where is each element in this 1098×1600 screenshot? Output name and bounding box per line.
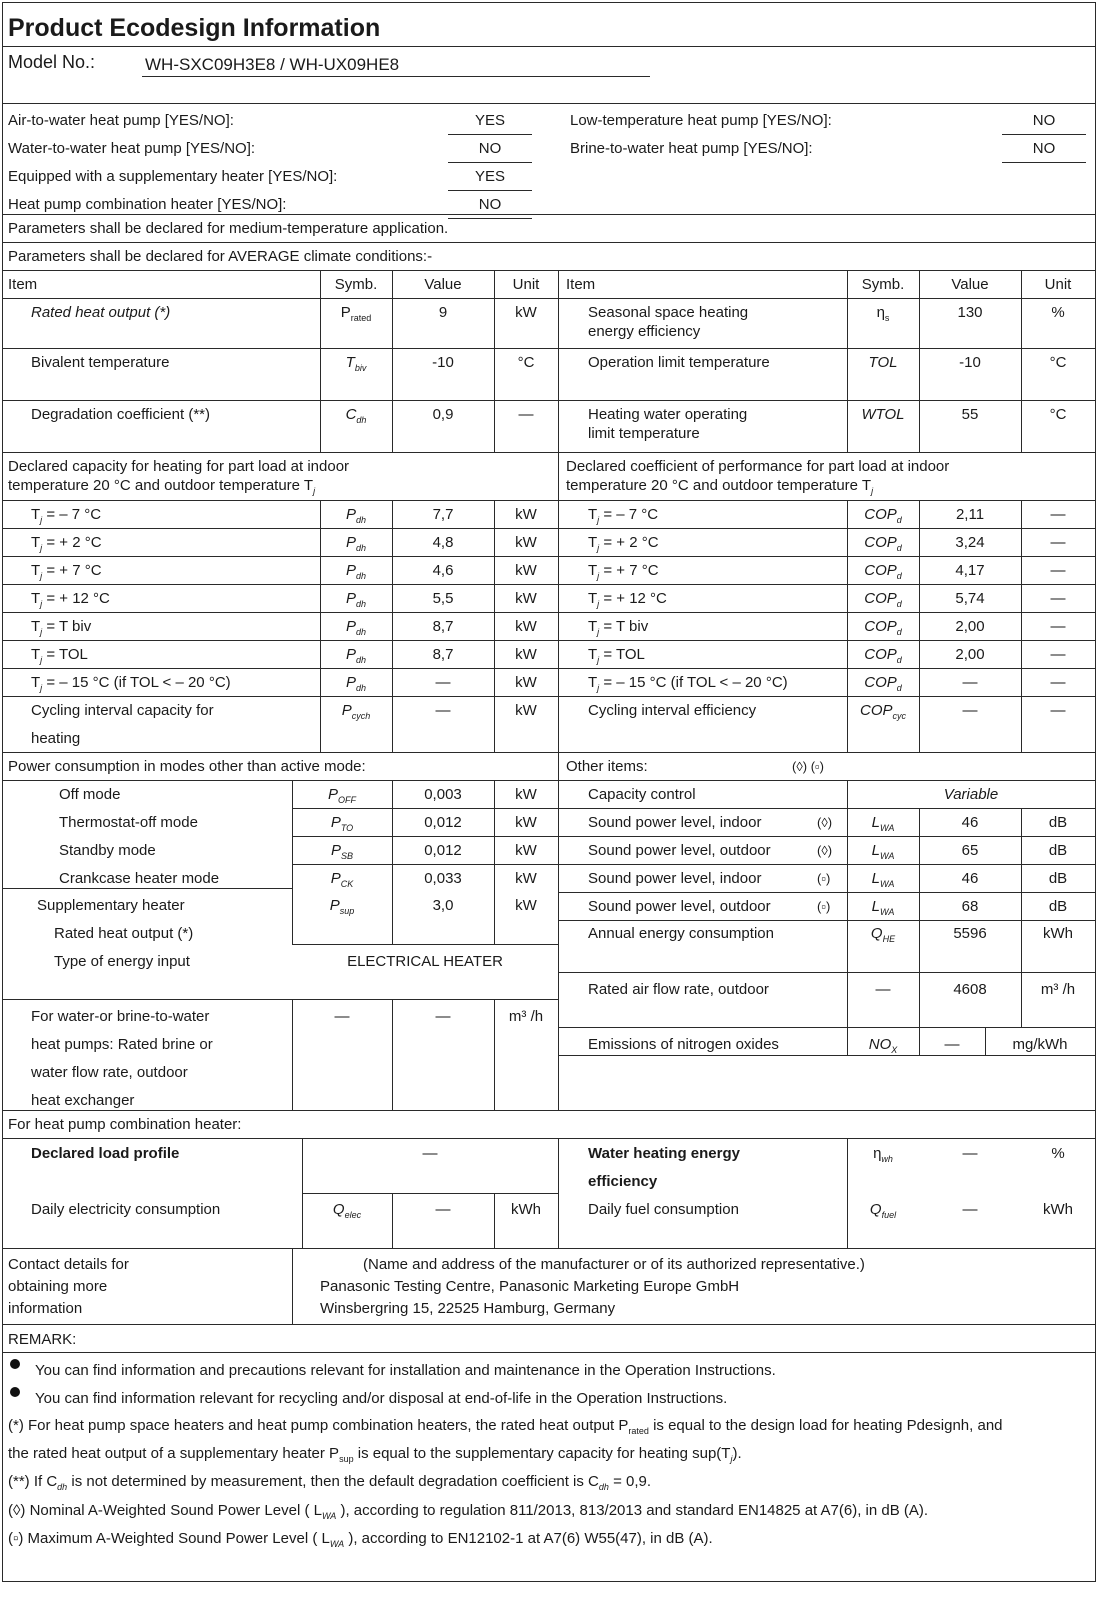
divider [2, 780, 1096, 781]
combination-heading: For heat pump combination heater: [8, 1116, 242, 1133]
divider [2, 1324, 1096, 1325]
sound-level-unit: dB [1048, 870, 1068, 887]
remark-bullet-1: You can find information and precautions relevant for installation and maintenance in the Operation Instructions. [35, 1362, 776, 1379]
partload-condition: $T_j$ = – 7 °C [588, 506, 659, 525]
divider [2, 1138, 1096, 1139]
param-symbol: $\eta_s$ [876, 304, 890, 323]
partload-condition: $T_j$ = + 7 °C [588, 562, 659, 581]
partload-symbol: $P_{dh}$ [345, 534, 367, 553]
divider [847, 780, 848, 1055]
nox-symbol: $NO_X$ [868, 1036, 898, 1055]
sound-level-value: 46 [961, 814, 979, 831]
daily-fuel-label: Daily fuel consumption [588, 1201, 739, 1218]
divider [2, 500, 1096, 501]
daily-fuel-value: — [962, 1201, 978, 1218]
cop-value: 2,11 [955, 506, 985, 523]
divider [558, 1138, 559, 1248]
power-mode-unit: kW [515, 870, 537, 887]
cop-value: 2,00 [955, 646, 985, 663]
divider [558, 808, 1096, 809]
divider [494, 999, 495, 1110]
page-title: Product Ecodesign Information [8, 14, 381, 42]
divider [292, 836, 558, 837]
cycling-capacity-symbol: $P_{cych}$ [341, 702, 371, 721]
partload-unit: kW [515, 618, 537, 635]
contact-label-2: obtaining more [8, 1278, 108, 1295]
partload-symbol: $P_{dh}$ [345, 674, 367, 693]
partload-value: — [435, 674, 451, 691]
load-profile-label: Declared load profile [31, 1145, 180, 1162]
partload-condition: $T_j = T$ biv [31, 618, 92, 637]
sound-level-label: Sound power level, indoor [588, 814, 762, 831]
partload-unit: kW [515, 562, 537, 579]
brine-symbol: — [334, 1008, 350, 1025]
divider [2, 612, 1096, 613]
yesno-label: Air-to-water heat pump [YES/NO]: [8, 112, 234, 129]
param-value: 9 [438, 304, 448, 321]
partload-unit: kW [515, 590, 537, 607]
remark-bullet-2: You can find information relevant for recycling and/or disposal at end-of-life in the Operation Instructions. [35, 1390, 728, 1407]
brine-flow-label: heat exchanger [31, 1092, 135, 1109]
brine-flow-label: For water-or brine-to-water [31, 1008, 210, 1025]
supp-symbol: $P_{sup}$ [329, 897, 355, 916]
divider [2, 1248, 1096, 1249]
divider [2, 556, 1096, 557]
partload-condition: $T_j$ = + 7 °C [31, 562, 102, 581]
cycling-efficiency-value: — [962, 702, 978, 719]
remark-note-3: (**) If $C_{dh}$ is not determined by measurement, then the default degradation coefficient is $C_{dh} = 0,9$. [8, 1473, 652, 1492]
divider [2, 640, 1096, 641]
partload-condition: $T_j$ = + 12 °C [31, 590, 110, 609]
divider [292, 780, 293, 944]
other-markers: (◊) (▫) [792, 759, 824, 774]
medium-temp-note: Parameters shall be declared for medium-temperature application. [8, 220, 449, 237]
yesno-label: Water-to-water heat pump [YES/NO]: [8, 140, 256, 157]
divider [2, 46, 1096, 47]
divider [320, 500, 321, 752]
water-heating-efficiency-value: — [962, 1145, 978, 1162]
sound-level-marker: (▫) [817, 899, 831, 914]
divider [919, 270, 920, 452]
yesno-label: Heat pump combination heater [YES/NO]: [8, 196, 287, 213]
sound-level-symbol: $L_{WA}$ [871, 842, 895, 861]
sound-level-value: 68 [961, 898, 979, 915]
power-mode-label: Standby mode [59, 842, 156, 859]
cycling-efficiency-label: Cycling interval efficiency [588, 702, 757, 719]
divider [2, 1352, 1096, 1353]
nox-label: Emissions of nitrogen oxides [588, 1036, 779, 1053]
divider [2, 298, 1096, 299]
annual-energy-symbol: $Q_{HE}$ [870, 925, 896, 944]
water-heating-efficiency-symbol: $\eta_{wh}$ [873, 1145, 893, 1164]
annual-energy-unit: kWh [1043, 925, 1073, 942]
divider [2, 214, 1096, 215]
divider [919, 808, 920, 1055]
capacity-control-value: Variable [943, 786, 999, 803]
partload-unit: kW [515, 674, 537, 691]
nox-unit: mg/kWh [1012, 1036, 1068, 1053]
divider [392, 500, 393, 752]
divider [320, 270, 321, 452]
divider [2, 584, 1096, 585]
param-unit: % [1051, 304, 1065, 321]
airflow-symbol: — [875, 981, 891, 998]
param-unit: °C [517, 354, 535, 371]
daily-fuel-symbol: $Q_{fuel}$ [869, 1201, 897, 1220]
cop-symbol: $COP_d$ [864, 674, 902, 693]
ecodesign-sheet [2, 2, 1096, 1582]
power-mode-symbol: $P_{CK}$ [330, 870, 354, 889]
cycling-capacity-unit: kW [515, 702, 537, 719]
divider [1021, 270, 1022, 452]
power-mode-unit: kW [515, 786, 537, 803]
partload-condition: $T_j$ = TOL [31, 646, 88, 665]
cop-symbol: $COP_d$ [864, 590, 902, 609]
daily-electricity-unit: kWh [511, 1201, 541, 1218]
water-heating-efficiency-label-1: Water heating energy [588, 1145, 740, 1162]
divider [2, 270, 1096, 271]
divider [2, 528, 1096, 529]
water-heating-efficiency-label-2: efficiency [588, 1173, 658, 1190]
power-mode-label: Crankcase heater mode [59, 870, 220, 887]
yesno-label: Brine-to-water heat pump [YES/NO]: [570, 140, 813, 157]
frame-bottom [2, 1581, 1096, 1582]
sound-level-value: 46 [961, 870, 979, 887]
brine-flow-label: heat pumps: Rated brine or [31, 1036, 213, 1053]
header-unit-right: Unit [1044, 276, 1072, 293]
power-mode-unit: kW [515, 842, 537, 859]
param-unit: °C [1049, 354, 1067, 371]
cop-unit: — [1050, 674, 1066, 691]
supp-unit: kW [515, 897, 537, 914]
divider [2, 242, 1096, 243]
param-item-line2: limit temperature [588, 425, 700, 442]
divider [292, 864, 558, 865]
sound-level-unit: dB [1048, 842, 1068, 859]
cycling-capacity-value: — [435, 702, 451, 719]
divider [494, 1193, 495, 1248]
divider [392, 270, 393, 452]
divider [558, 1027, 1096, 1028]
divider [2, 888, 292, 889]
param-symbol: TOL [868, 354, 898, 371]
cycling-capacity-label-2: heating [31, 730, 81, 747]
brine-unit: m³ /h [508, 1008, 544, 1025]
partload-condition: $T_j = T$ biv [588, 618, 649, 637]
divider [292, 808, 558, 809]
power-heading: Power consumption in modes other than active mode: [8, 758, 366, 775]
airflow-value: 4608 [953, 981, 987, 998]
partload-right-heading-2: temperature 20 °C and outdoor temperature $T_j$ [566, 477, 874, 496]
partload-unit: kW [515, 646, 537, 663]
sound-level-marker: (◊) [817, 843, 833, 858]
contact-header: (Name and address of the manufacturer or of its authorized representative.) [363, 1256, 865, 1273]
partload-symbol: $P_{dh}$ [345, 618, 367, 637]
param-symbol: WTOL [861, 406, 905, 423]
power-mode-symbol: $P_{OFF}$ [327, 786, 356, 805]
param-value: -10 [959, 354, 981, 371]
energy-input-value: ELECTRICAL HEATER [347, 953, 503, 970]
partload-value: 4,6 [432, 562, 454, 579]
divider [2, 999, 558, 1000]
sound-level-unit: dB [1048, 814, 1068, 831]
sound-level-marker: (◊) [817, 815, 833, 830]
frame-right [1095, 2, 1096, 1582]
yesno-underline [1002, 134, 1086, 135]
param-item: Heating water operating [588, 406, 748, 423]
sound-level-label: Sound power level, outdoor [588, 898, 771, 915]
yesno-value: NO [478, 196, 502, 213]
divider [392, 1193, 393, 1248]
power-mode-symbol: $P_{SB}$ [330, 842, 354, 861]
supp-value: 3,0 [432, 897, 454, 914]
partload-condition: $T_j$ = + 2 °C [588, 534, 659, 553]
divider [558, 972, 1096, 973]
daily-electricity-label: Daily electricity consumption [31, 1201, 221, 1218]
contact-line-2: Winsbergring 15, 22525 Hamburg, Germany [320, 1300, 616, 1317]
partload-value: 5,5 [432, 590, 454, 607]
yesno-value: NO [1032, 140, 1056, 157]
cop-value: — [962, 674, 978, 691]
param-value: 0,9 [432, 406, 454, 423]
divider [302, 1193, 558, 1194]
param-unit: °C [1049, 406, 1067, 423]
frame-top [2, 2, 1096, 3]
param-item: Rated heat output (*) [31, 304, 171, 321]
divider [1021, 500, 1022, 752]
divider [494, 500, 495, 752]
frame-left [2, 2, 3, 1582]
nox-value: — [944, 1036, 960, 1053]
header-value: Value [424, 276, 462, 293]
partload-right-heading-1: Declared coefficient of performance for part load at indoor [566, 458, 950, 475]
sound-level-label: Sound power level, outdoor [588, 842, 771, 859]
supp-label: Supplementary heater [37, 897, 185, 914]
param-unit: — [518, 406, 534, 423]
contact-label-3: information [8, 1300, 83, 1317]
remark-note-1: (*) For heat pump space heaters and heat pump combination heaters, the rated heat output $P_{rated}$ is equal to the design load for heating Pdesignh, and [8, 1417, 1003, 1436]
header-unit: Unit [512, 276, 540, 293]
yesno-underline [1002, 162, 1086, 163]
cop-value: 2,00 [955, 618, 985, 635]
yesno-value: YES [474, 168, 505, 185]
partload-value: 4,8 [432, 534, 454, 551]
divider [2, 103, 1096, 104]
yesno-value: YES [474, 112, 505, 129]
divider [2, 668, 1096, 669]
partload-left-heading-2: temperature 20 °C and outdoor temperature $T_j$ [8, 477, 316, 496]
cop-unit: — [1050, 506, 1066, 523]
partload-left-heading-1: Declared capacity for heating for part load at indoor [8, 458, 350, 475]
supp-rated-label: Rated heat output (*) [54, 925, 194, 942]
load-profile-value: — [422, 1145, 438, 1162]
cycling-capacity-label: Cycling interval capacity for [31, 702, 214, 719]
partload-symbol: $P_{dh}$ [345, 590, 367, 609]
yesno-underline [448, 134, 532, 135]
header-item: Item [8, 276, 38, 293]
partload-value: 8,7 [432, 618, 454, 635]
cop-unit: — [1050, 618, 1066, 635]
divider [558, 864, 1096, 865]
cop-value: 3,24 [955, 534, 985, 551]
divider [847, 270, 848, 452]
divider [558, 920, 1096, 921]
daily-fuel-unit: kWh [1043, 1201, 1073, 1218]
divider [985, 1027, 986, 1055]
power-mode-label: Thermostat-off mode [59, 814, 198, 831]
cop-symbol: $COP_d$ [864, 646, 902, 665]
yesno-value: NO [478, 140, 502, 157]
daily-electricity-value: — [435, 1201, 451, 1218]
power-mode-value: 0,003 [424, 786, 462, 803]
param-item: Bivalent temperature [31, 354, 170, 371]
param-item: Operation limit temperature [588, 354, 770, 371]
divider [2, 752, 1096, 753]
sound-level-symbol: $L_{WA}$ [871, 870, 895, 889]
divider [392, 999, 393, 1110]
annual-energy-label: Annual energy consumption [588, 925, 774, 942]
cop-unit: — [1050, 562, 1066, 579]
remark-heading: REMARK: [8, 1331, 77, 1348]
divider [847, 500, 848, 752]
sound-level-unit: dB [1048, 898, 1068, 915]
partload-condition: $T_j$ = + 2 °C [31, 534, 102, 553]
param-item: Seasonal space heating [588, 304, 749, 321]
model-underline [142, 76, 650, 77]
yesno-underline [448, 162, 532, 163]
partload-condition: $T_j$ = – 15 °C (if TOL < – 20 °C) [588, 674, 788, 693]
other-heading: Other items: [566, 758, 648, 775]
divider [2, 400, 1096, 401]
divider [558, 836, 1096, 837]
param-symbol: $C_{dh}$ [345, 406, 367, 425]
divider [2, 452, 1096, 453]
cycling-efficiency-symbol: $COP_{cyc}$ [859, 702, 906, 721]
header-symb-right: Symb. [861, 276, 905, 293]
bullet-icon [10, 1359, 20, 1369]
param-item: Degradation coefficient (**) [31, 406, 210, 423]
power-mode-value: 0,012 [424, 842, 462, 859]
contact-label-1: Contact details for [8, 1256, 129, 1273]
airflow-unit: m³ /h [1040, 981, 1076, 998]
cop-symbol: $COP_d$ [864, 618, 902, 637]
remark-note-2: the rated heat output of a supplementary heater $P_{sup}$ is equal to the supplementary capacity for heating $sup(T_j)$. [8, 1445, 742, 1464]
divider [494, 780, 495, 944]
partload-symbol: $P_{dh}$ [345, 646, 367, 665]
divider [292, 1248, 293, 1324]
sound-level-label: Sound power level, indoor [588, 870, 762, 887]
divider [558, 1055, 1096, 1056]
partload-condition: $T_j$ = + 12 °C [588, 590, 667, 609]
param-value: 55 [961, 406, 979, 423]
model-label: Model No.: [8, 52, 96, 72]
yesno-label: Equipped with a supplementary heater [YES/NO]: [8, 168, 338, 185]
yesno-underline [448, 190, 532, 191]
energy-input-label: Type of energy input [54, 953, 190, 970]
sound-level-marker: (▫) [817, 871, 831, 886]
yesno-value: NO [1032, 112, 1056, 129]
yesno-underline [448, 218, 532, 219]
divider [392, 780, 393, 944]
sound-level-symbol: $L_{WA}$ [871, 898, 895, 917]
sound-level-value: 65 [961, 842, 979, 859]
header-value-right: Value [951, 276, 989, 293]
partload-value: 7,7 [432, 506, 454, 523]
cop-symbol: $COP_d$ [864, 562, 902, 581]
divider [292, 999, 293, 1110]
partload-condition: $T_j$ = – 15 °C (if TOL < – 20 °C) [31, 674, 231, 693]
remark-note-5: (▫) Maximum A-Weighted Sound Power Level ( $L_{WA}$ ), according to EN12102-1 at A7(6) W55(47), in dB (A). [8, 1530, 713, 1549]
water-heating-efficiency-unit: % [1051, 1145, 1065, 1162]
cop-symbol: $COP_d$ [864, 506, 902, 525]
partload-symbol: $P_{dh}$ [345, 562, 367, 581]
partload-unit: kW [515, 506, 537, 523]
param-unit: kW [515, 304, 537, 321]
param-symbol: $P_{rated}$ [340, 304, 372, 323]
divider [2, 1110, 1096, 1111]
param-symbol: $T_{biv}$ [345, 354, 367, 373]
model-value: WH-SXC09H3E8 / WH-UX09HE8 [145, 55, 400, 74]
power-mode-value: 0,012 [424, 814, 462, 831]
remark-note-4: (◊) Nominal A-Weighted Sound Power Level ( $L_{WA}$ ), according to regulation 811/2013, 813/2013 and standard EN14825 at A7(6), in dB (A). [8, 1502, 929, 1521]
sound-level-symbol: $L_{WA}$ [871, 814, 895, 833]
cop-value: 5,74 [955, 590, 985, 607]
cop-value: 4,17 [955, 562, 985, 579]
cop-unit: — [1050, 534, 1066, 551]
partload-symbol: $P_{dh}$ [345, 506, 367, 525]
power-mode-value: 0,033 [424, 870, 462, 887]
divider [558, 892, 1096, 893]
cop-symbol: $COP_d$ [864, 534, 902, 553]
header-symb: Symb. [334, 276, 378, 293]
divider [1021, 808, 1022, 1027]
divider [919, 500, 920, 752]
header-item-right: Item [566, 276, 596, 293]
brine-value: — [435, 1008, 451, 1025]
contact-line-1: Panasonic Testing Centre, Panasonic Marketing Europe GmbH [320, 1278, 740, 1295]
param-value: -10 [432, 354, 454, 371]
annual-energy-value: 5596 [953, 925, 987, 942]
brine-flow-label: water flow rate, outdoor [31, 1064, 188, 1081]
daily-electricity-symbol: $Q_{elec}$ [332, 1201, 362, 1220]
divider [2, 348, 1096, 349]
divider [292, 944, 558, 945]
power-mode-unit: kW [515, 814, 537, 831]
param-item-line2: energy efficiency [588, 323, 701, 340]
divider [494, 270, 495, 452]
cop-unit: — [1050, 590, 1066, 607]
center-divider [558, 270, 559, 1110]
power-mode-label: Off mode [59, 786, 121, 803]
param-value: 130 [957, 304, 983, 321]
power-mode-symbol: $P_{TO}$ [330, 814, 354, 833]
airflow-label: Rated air flow rate, outdoor [588, 981, 769, 998]
divider [847, 1138, 848, 1248]
partload-condition: $T_j$ = TOL [588, 646, 645, 665]
partload-unit: kW [515, 534, 537, 551]
partload-value: 8,7 [432, 646, 454, 663]
cop-unit: — [1050, 646, 1066, 663]
bullet-icon [10, 1387, 20, 1397]
cycling-efficiency-unit: — [1050, 702, 1066, 719]
climate-note: Parameters shall be declared for AVERAGE climate conditions:- [8, 248, 433, 265]
yesno-label: Low-temperature heat pump [YES/NO]: [570, 112, 832, 129]
divider [2, 696, 1096, 697]
capacity-control-label: Capacity control [588, 786, 696, 803]
partload-condition: $T_j$ = – 7 °C [31, 506, 102, 525]
